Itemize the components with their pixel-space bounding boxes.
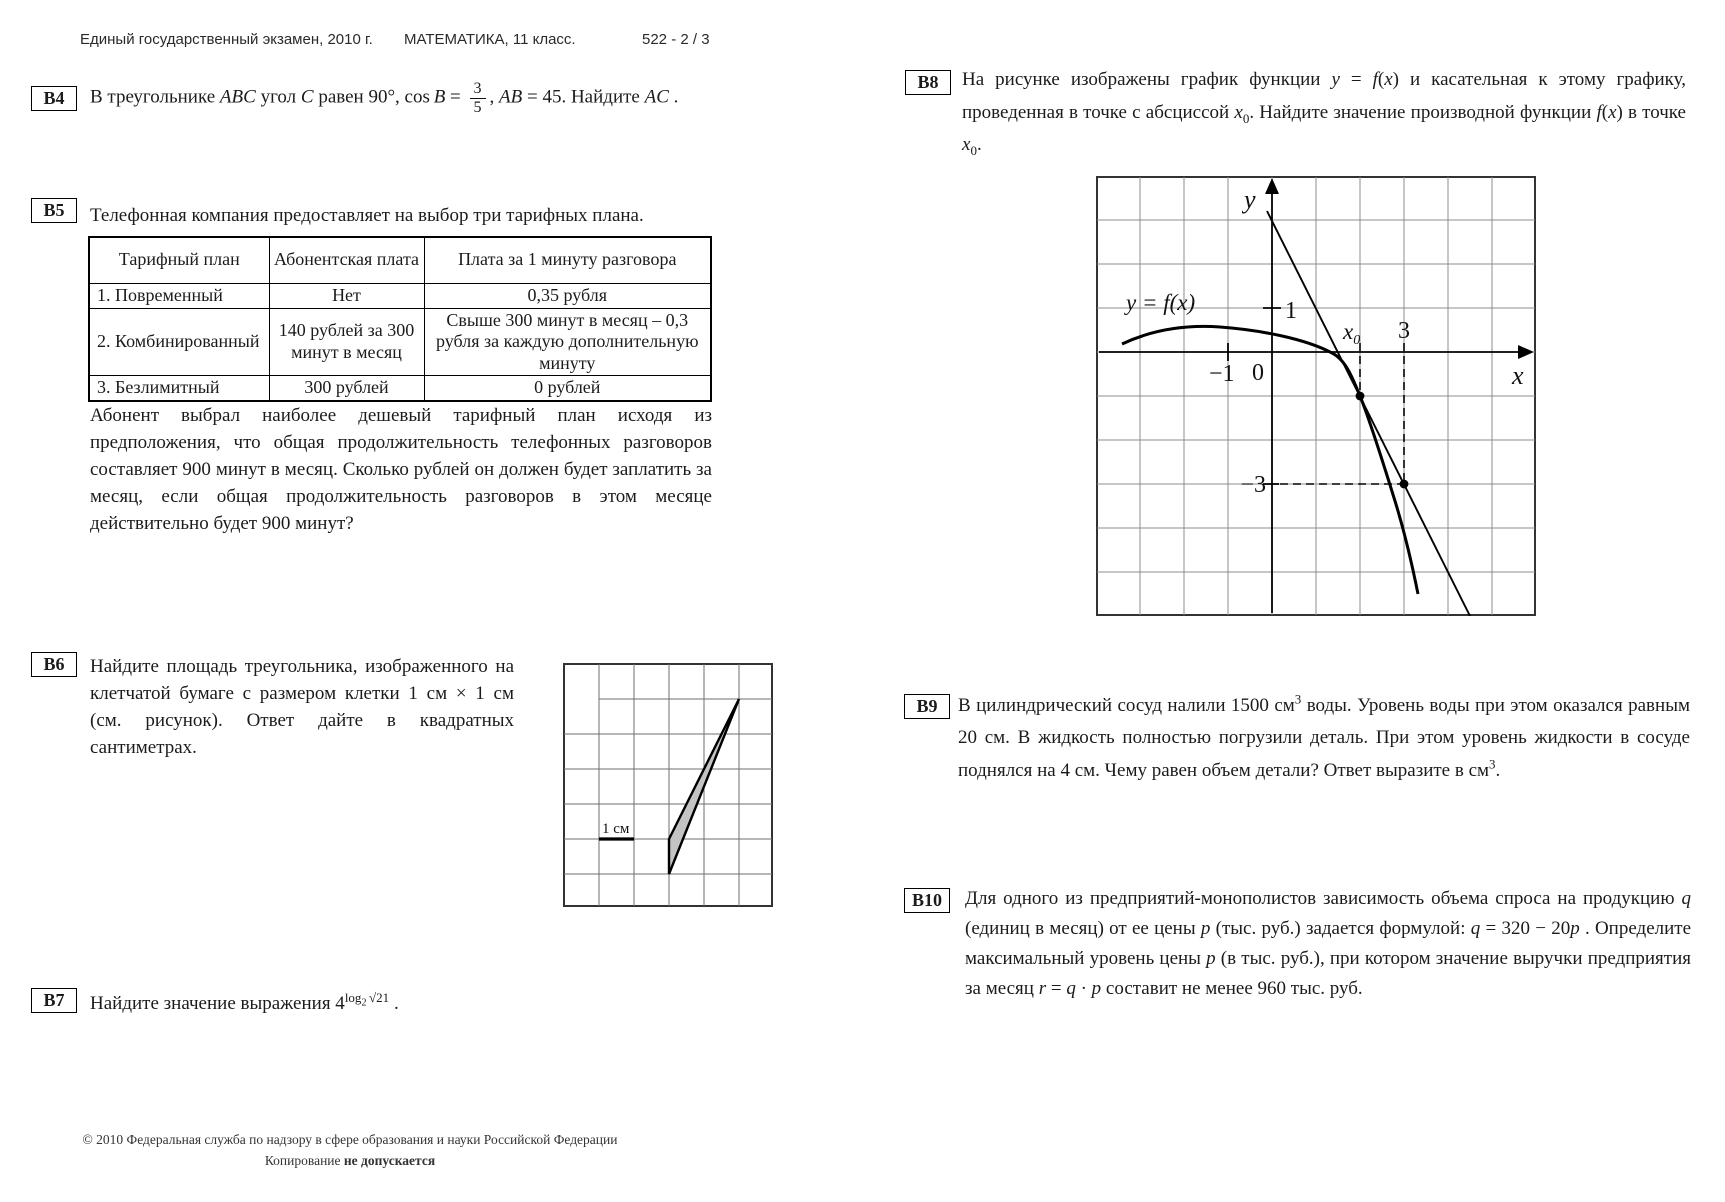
tariff-cell: 0,35 рубля <box>424 283 711 308</box>
tick-label-3: 3 <box>1398 318 1410 344</box>
tangent-point-dot <box>1356 392 1365 401</box>
tariff-header-plan: Тарифный план <box>89 237 269 283</box>
b5-paragraph: Абонент выбрал наиболее дешевый тарифный план исходя из предположения, что общая продолжительность телефонных разговоров составляет 900 минут в месяц. Сколько рублей он должен будет заплатить за месяц, если общая продолжительность разговоров в этом месяце действительно будет 900 минут? <box>90 405 712 534</box>
footer <box>60 1130 640 1172</box>
b10-text: Для одного из предприятий-монополистов зависимость объема спроса на продукцию q (единиц в месяц) от ее цены p (тыс. руб.) задается формулой: q = 320 − 20p . Определите максимальный уровень цены p (в тыс. руб.), при котором значение выручки предприятия за месяц r = q · p составит не менее 960 тыс. руб. <box>965 888 1692 1000</box>
tariff-table <box>88 236 712 402</box>
table-row <box>89 283 711 308</box>
x-axis-label: x <box>1512 361 1524 390</box>
tick-label-1: 1 <box>1285 298 1297 324</box>
tariff-cell: 3. Безлимитный <box>89 376 269 401</box>
b5-label: В5 <box>31 198 77 223</box>
b4-text: В треугольнике ABC угол C равен 90°, cos B = $\frac{3}{5}$ , AB = 45. Найдите AC . <box>90 80 679 116</box>
tariff-cell: Нет <box>269 283 424 308</box>
b8-label: В8 <box>905 70 951 95</box>
tick-label-minus1: −1 <box>1209 361 1235 387</box>
b5-intro: Телефонная компания предоставляет на выбор три тарифных плана. <box>90 205 644 226</box>
b6-label: В6 <box>31 652 77 677</box>
curve-label: y = f(x) <box>1126 290 1196 315</box>
table-row <box>89 308 711 376</box>
b6-triangle-figure <box>563 663 774 908</box>
tariff-header-per-minute: Плата за 1 минуту разговора <box>424 237 711 283</box>
tariff-header-fee: Абонентская плата <box>269 237 424 283</box>
b8-graph-figure <box>1096 176 1536 616</box>
tariff-cell: 300 рублей <box>269 376 424 401</box>
origin-label: 0 <box>1252 360 1264 386</box>
header-page-number: 522 - 2 / 3 <box>642 31 710 48</box>
footer-no-copy-notice: Копирование не допускается <box>264 1152 436 1168</box>
tariff-cell: 2. Комбинированный <box>89 308 269 376</box>
b8-text: На рисунке изображены график функции y = f(x) и касательная к этому графику, проведенная в точке с абсциссой $x_0$. Найдите значение производной функции f(x) в точке $x_0$. <box>962 69 1686 159</box>
b6-text: Найдите площадь треугольника, изображенного на клетчатой бумаге с размером клетки 1 см × 1 см (см. рисунок). Ответ дайте в квадратных сантиметрах. <box>90 656 514 758</box>
footer-copyright: © 2010 Федеральная служба по надзору в сфере образования и науки Российской Федерации <box>82 1132 618 1147</box>
tariff-cell: 0 рублей <box>424 376 711 401</box>
scale-label: 1 см <box>602 821 630 837</box>
tariff-cell: 140 рублей за 300 минут в месяц <box>269 308 424 376</box>
b10-label: В10 <box>904 888 950 913</box>
tariff-cell: Свыше 300 минут в месяц – 0,3 рубля за каждую дополнительную минуту <box>424 308 711 376</box>
header-subject: МАТЕМАТИКА, 11 класс. <box>404 31 576 48</box>
y-axis-label: y <box>1244 185 1256 214</box>
b9-text: В цилиндрический сосуд налили 1500 $см^3$ воды. Уровень воды при этом оказался равным 20 см. В жидкость полностью погрузили деталь. При этом уровень жидкости в сосуде поднялся на 4 см. Чему равен объем детали? Ответ выразите в $см^3$. <box>958 691 1690 781</box>
b7-label: В7 <box>31 988 77 1013</box>
b9-label: В9 <box>904 694 950 719</box>
b4-label: В4 <box>31 86 77 111</box>
b5-tariff-table-wrap <box>88 236 712 402</box>
b7-text: Найдите значение выражения $4^{log_2 √21}$ . <box>90 989 399 1014</box>
table-row <box>89 376 711 401</box>
x0-label: $x_0$ <box>1343 319 1361 348</box>
header-exam-title: Единый государственный экзамен, 2010 г. <box>80 31 373 48</box>
tick-label-minus3: −3 <box>1240 472 1266 498</box>
second-point-dot <box>1400 480 1409 489</box>
tariff-cell: 1. Повременный <box>89 283 269 308</box>
